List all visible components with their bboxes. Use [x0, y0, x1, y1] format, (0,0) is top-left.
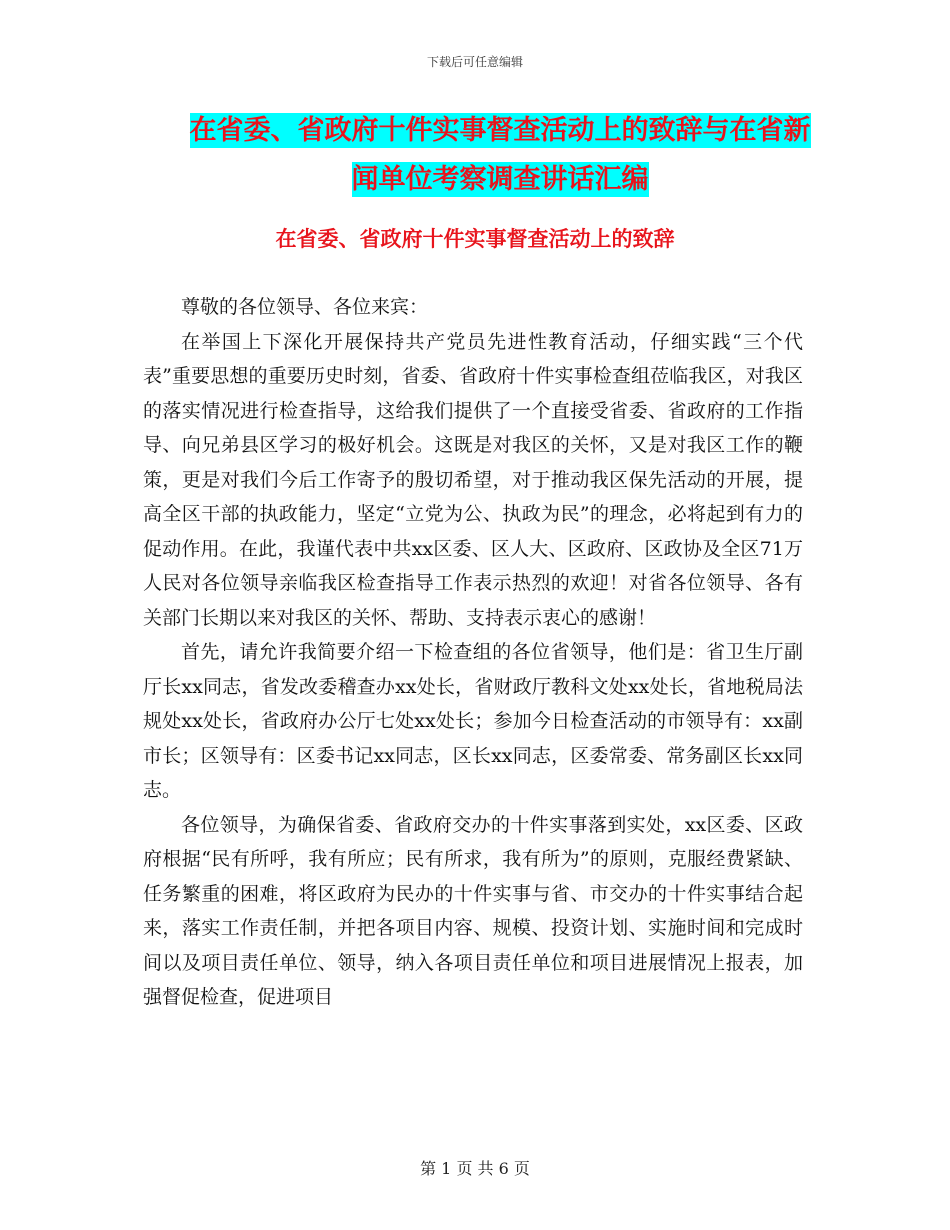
salutation-paragraph: 尊敬的各位领导、各位来宾：: [181, 296, 429, 318]
document-title-line-2: 闻单位考察调查讲话汇编: [351, 164, 649, 195]
body-paragraph: 各位领导，为确保省委、省政府交办的十件实事落到实处，xx区委、区政府根据“民有所呼，我有所应；民有所求，我有所为”的原则，克服经费紧缺、任务繁重的困难，将区政府为民办的十件实事与省、市交办的十件实事结合起来，落实工作责任制，并把各项目内容、规模、投资计划、实施时间和完成时间以及项目责任单位、领导，纳入各项目责任单位和项目进展情况上报表，加强督促检查，促进项目: [143, 813, 803, 1008]
page-number-footer: 第 1 页 共 6 页: [420, 1159, 530, 1178]
section-title: 在省委、省政府十件实事督查活动上的致辞: [275, 226, 675, 251]
document-title-line-1: 在省委、省政府十件实事督查活动上的致辞与在省新: [189, 115, 811, 146]
page-header-note: 下载后可任意编辑: [426, 55, 523, 69]
document-body: [143, 290, 803, 1015]
body-paragraph: 在举国上下深化开展保持共产党员先进性教育活动，仔细实践“三个代表”重要思想的重要历史时刻，省委、省政府十件实事检查组莅临我区，对我区的落实情况进行检查指导，这给我们提供了一个直接受省委、省政府的工作指导、向兄弟县区学习的极好机会。这既是对我区的关怀，又是对我区工作的鞭策，更是对我们今后工作寄予的殷切希望，对于推动我区保先活动的开展，提高全区干部的执政能力，坚定“立党为公、执政为民”的理念，必将起到有力的促动作用。在此，我谨代表中共xx区委、区人大、区政府、区政协及全区71万人民对各位领导亲临我区检查指导工作表示热烈的欢迎！对省各位领导、各有关部门长期以来对我区的关怀、帮助、支持表示衷心的感谢！: [143, 330, 803, 629]
document-title: [140, 106, 860, 204]
body-paragraph: 首先，请允许我简要介绍一下检查组的各位省领导，他们是：省卫生厅副厅长xx同志，省发改委稽查办xx处长，省财政厅教科文处xx处长，省地税局法规处xx处长，省政府办公厅七处xx处长；参加今日检查活动的市领导有：xx副市长；区领导有：区委书记xx同志，区长xx同志，区委常委、常务副区长xx同志。: [143, 641, 803, 801]
